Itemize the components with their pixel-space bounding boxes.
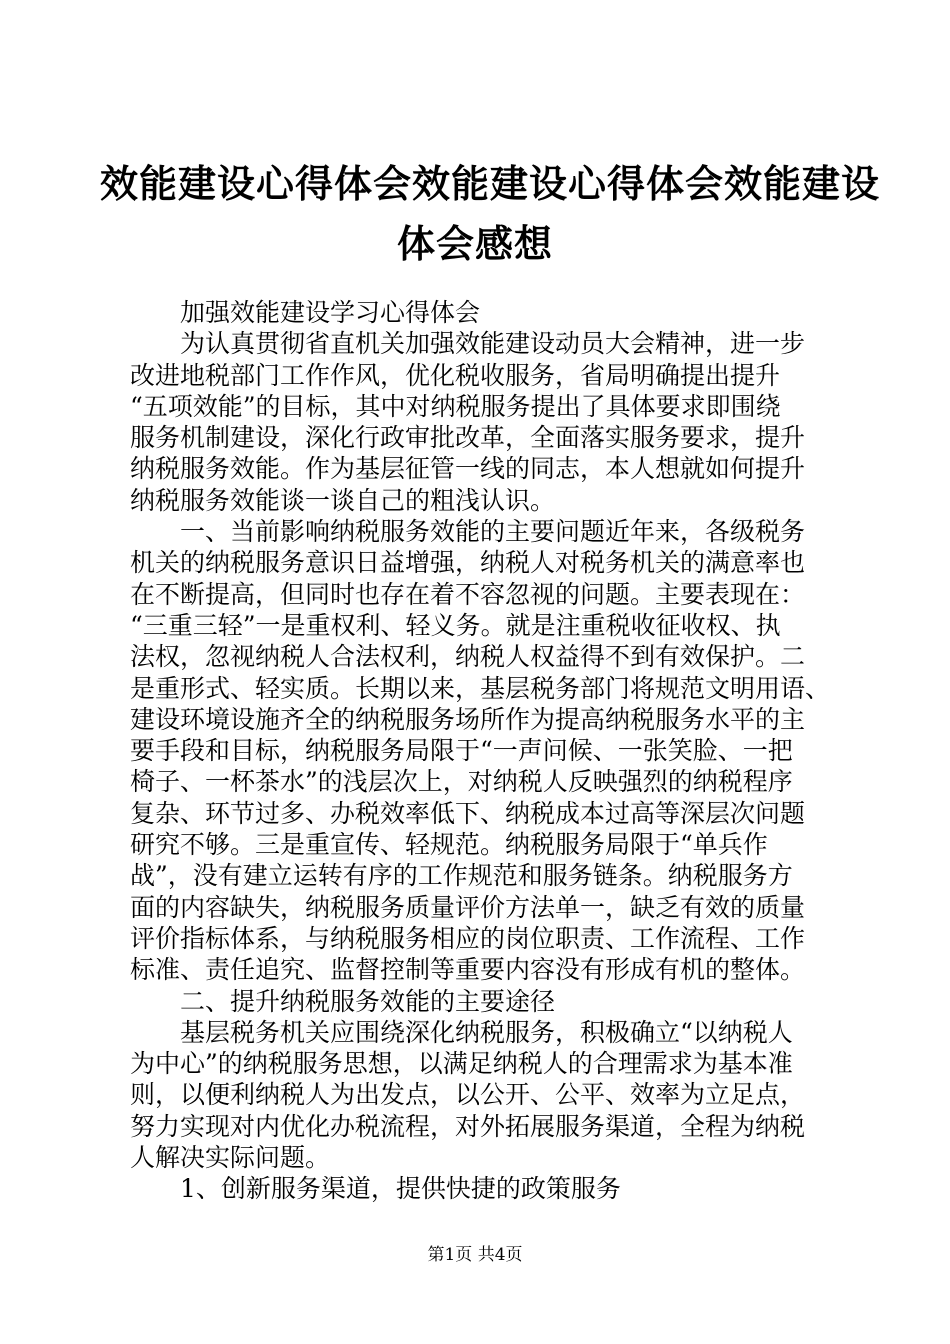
- body-line: 复杂、环节过多、办税效率低下、纳税成本过高等深层次问题: [130, 798, 806, 828]
- body-line: 二、提升纳税服务效能的主要途径: [130, 986, 556, 1016]
- body-line: 则，以便利纳税人为出发点，以公开、公平、效率为立足点，: [130, 1080, 806, 1110]
- body-line: 基层税务机关应围绕深化纳税服务，积极确立“以纳税人: [130, 1017, 793, 1047]
- document-body: [130, 297, 840, 1205]
- body-line: 面的内容缺失，纳税服务质量评价方法单一，缺乏有效的质量: [130, 892, 806, 922]
- body-line: 建设环境设施齐全的纳税服务场所作为提高纳税服务水平的主: [130, 704, 806, 734]
- body-line: 椅子、一杯茶水”的浅层次上，对纳税人反映强烈的纳税程序: [130, 767, 793, 797]
- body-line: 纳税服务效能。作为基层征管一线的同志，本人想就如何提升: [130, 454, 806, 484]
- body-line: 战”，没有建立运转有序的工作规范和服务链条。纳税服务方: [130, 861, 793, 891]
- body-line: 1、创新服务渠道，提供快捷的政策服务: [130, 1174, 621, 1204]
- body-line: 评价指标体系，与纳税服务相应的岗位职责、工作流程、工作: [130, 923, 806, 953]
- body-line: 一、当前影响纳税服务效能的主要问题近年来，各级税务: [130, 517, 806, 547]
- body-line: 努力实现对内优化办税流程，对外拓展服务渠道，全程为纳税: [130, 1111, 806, 1141]
- body-line: 研究不够。三是重宣传、轻规范。纳税服务局限于“单兵作: [130, 830, 768, 860]
- document-title-line-2: 体会感想: [396, 221, 553, 266]
- document-title-line-1: 效能建设心得体会效能建设心得体会效能建设: [100, 161, 881, 206]
- body-line: “五项效能”的目标，其中对纳税服务提出了具体要求即围绕: [130, 391, 781, 421]
- body-line: 在不断提高，但同时也存在着不容忽视的问题。主要表现在：: [130, 579, 806, 609]
- body-line: 要手段和目标，纳税服务局限于“一声问候、一张笑脸、一把: [130, 736, 793, 766]
- body-line: 纳税服务效能谈一谈自己的粗浅认识。: [130, 485, 556, 515]
- body-line: 为中心”的纳税服务思想，以满足纳税人的合理需求为基本准: [130, 1049, 793, 1079]
- body-line: 法权，忽视纳税人合法权利，纳税人权益得不到有效保护。二: [130, 642, 806, 672]
- body-line: 服务机制建设，深化行政审批改革，全面落实服务要求，提升: [130, 423, 806, 453]
- body-line: 改进地税部门工作作风，优化税收服务，省局明确提出提升: [130, 360, 781, 390]
- body-line: 标准、责任追究、监督控制等重要内容没有形成有机的整体。: [130, 955, 806, 985]
- body-line: “三重三轻”一是重权利、轻义务。就是注重税收征收权、执: [130, 610, 781, 640]
- body-line: 机关的纳税服务意识日益增强，纳税人对税务机关的满意率也: [130, 548, 806, 578]
- page-footer: 第1页 共4页: [427, 1245, 523, 1265]
- body-line: 是重形式、轻实质。长期以来，基层税务部门将规范文明用语、: [130, 673, 831, 703]
- body-line: 为认真贯彻省直机关加强效能建设动员大会精神，进一步: [130, 329, 806, 359]
- body-line: 人解决实际问题。: [130, 1143, 331, 1173]
- body-line: 加强效能建设学习心得体会: [130, 298, 481, 327]
